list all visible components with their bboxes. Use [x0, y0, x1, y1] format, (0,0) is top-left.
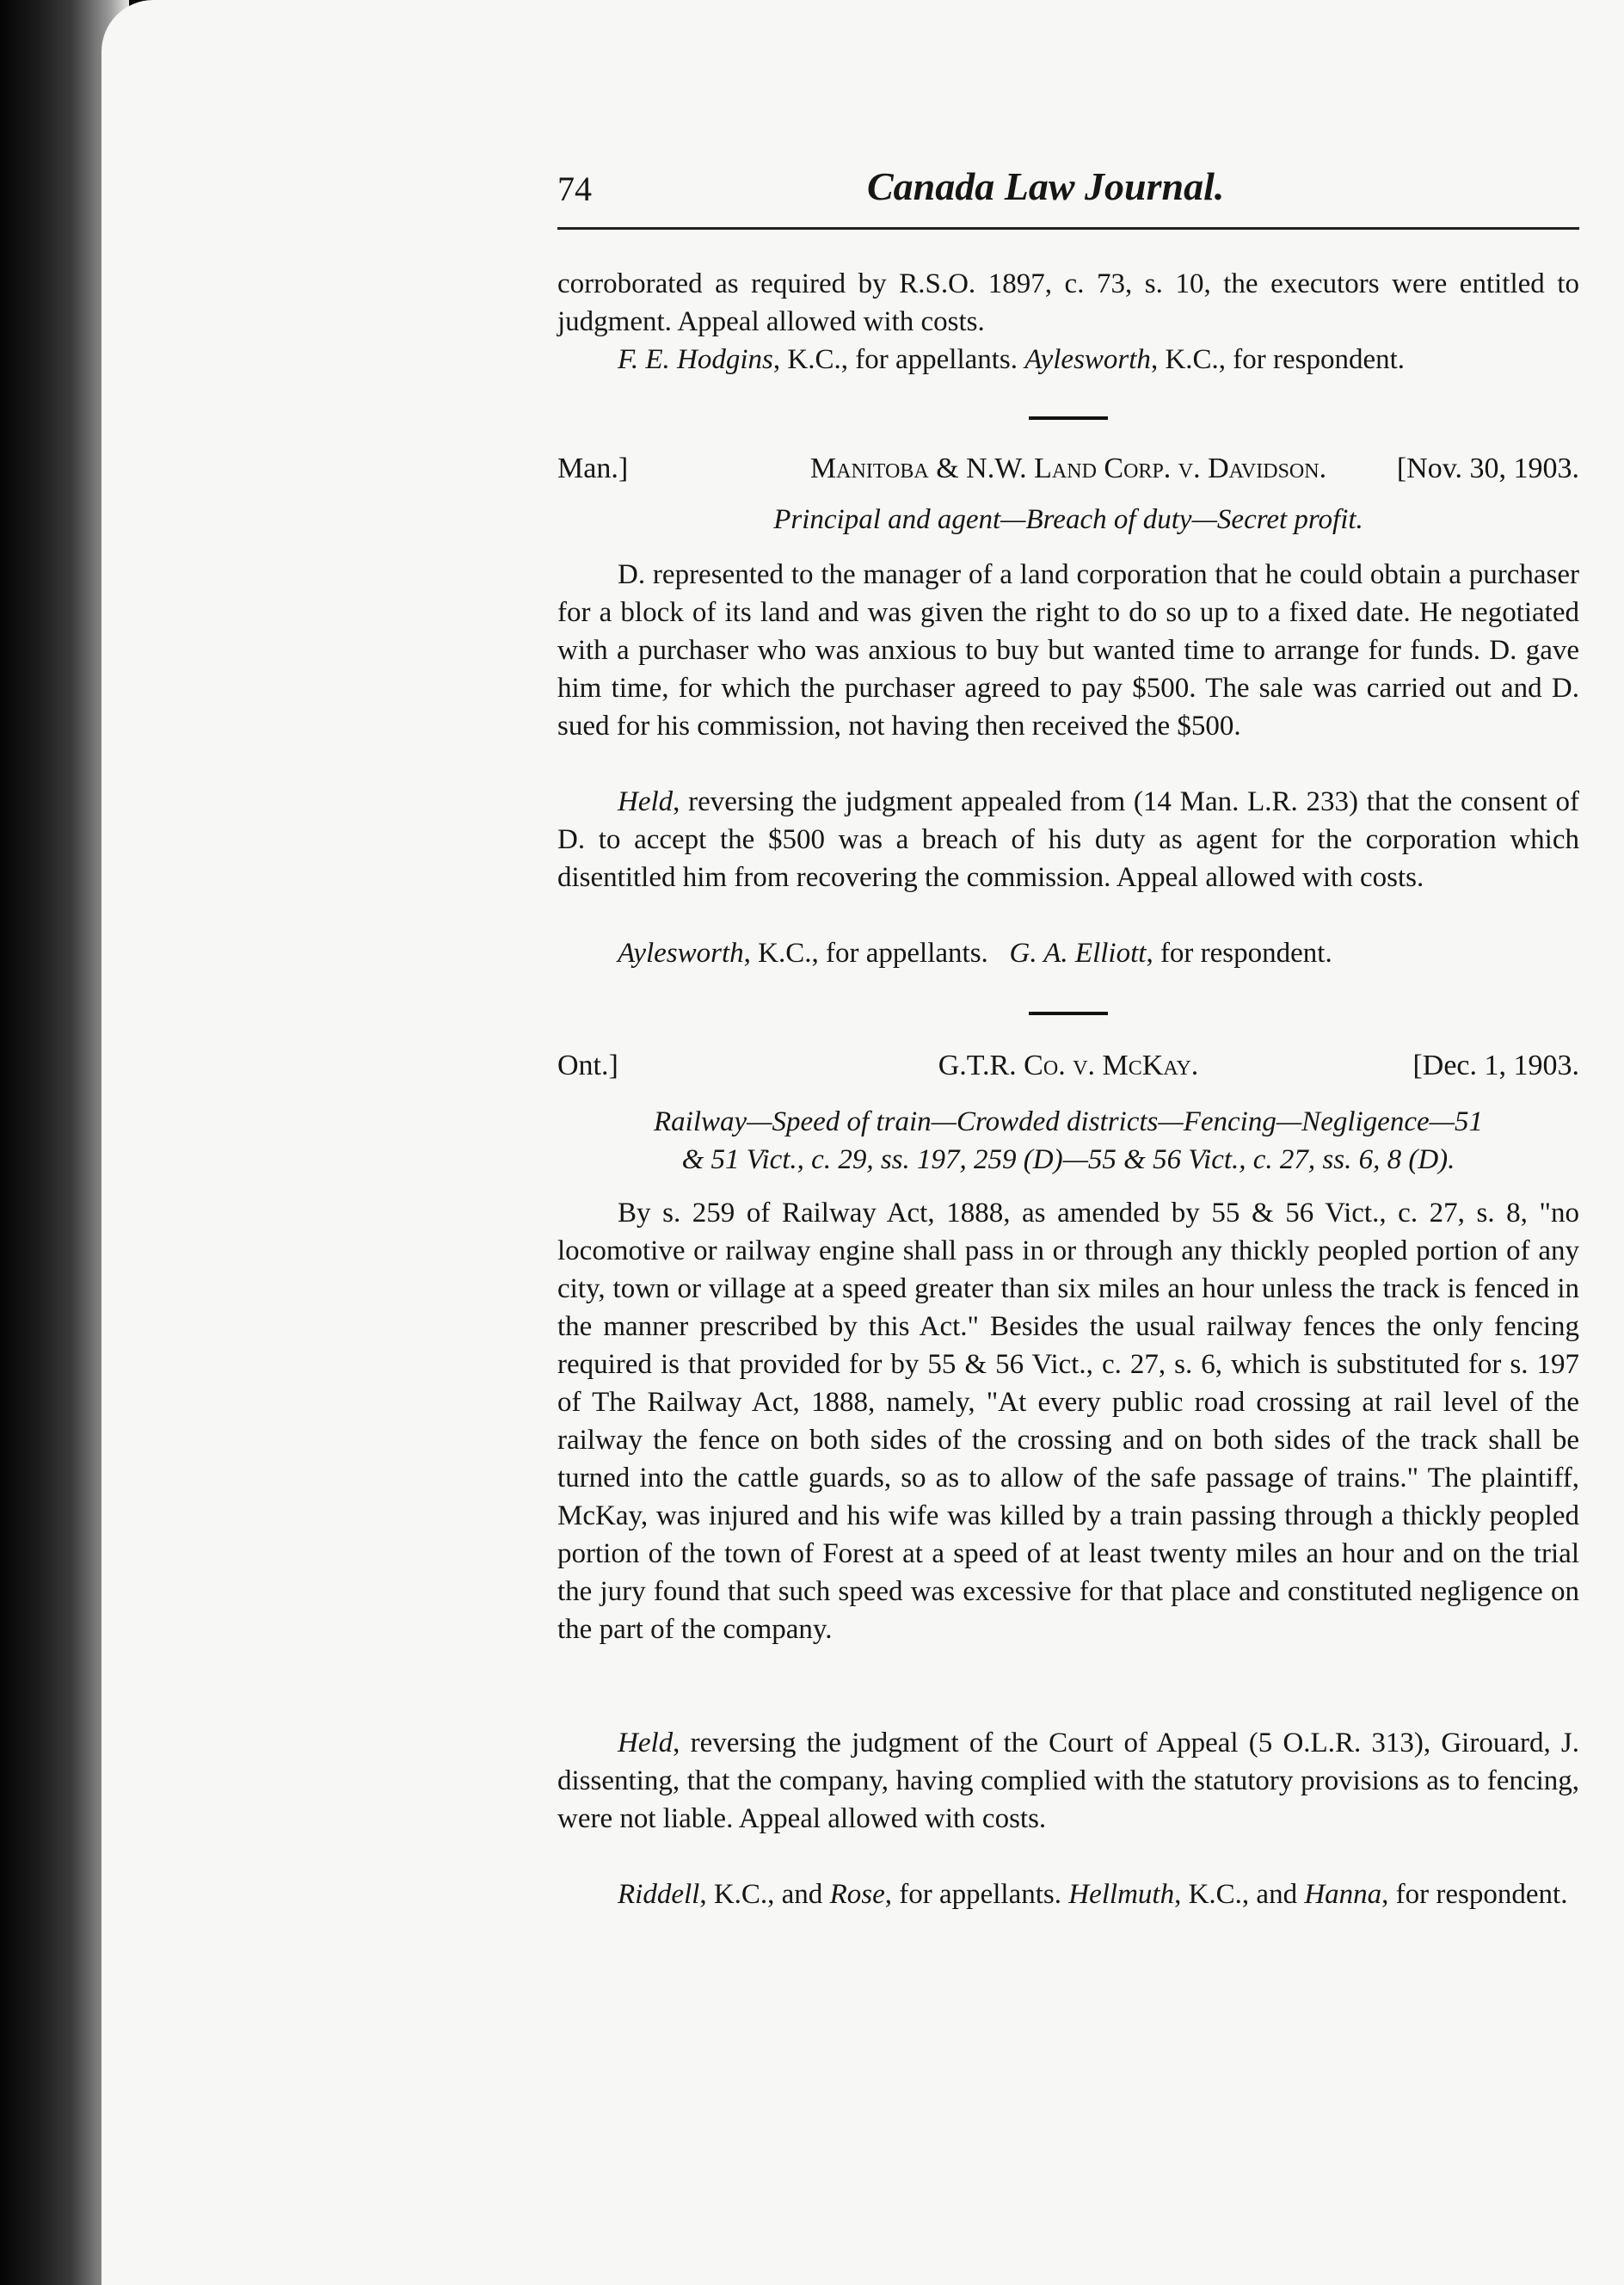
counsel-name: F. E. Hodgins [618, 344, 773, 375]
journal-title: Canada Law Journal. [867, 164, 1225, 208]
court-province: Man.] [557, 453, 629, 484]
case-date: [Dec. 1, 1903. [1412, 1050, 1579, 1081]
case-counsel: Aylesworth, K.C., for appellants. G. A. Elliott, for respondent. [618, 938, 1332, 969]
held-word: Held [618, 1728, 674, 1758]
held-word: Held [618, 786, 674, 817]
header-rule [557, 227, 1579, 230]
counsel-name: Riddell [618, 1879, 700, 1910]
counsel-name: Aylesworth [1024, 344, 1151, 375]
counsel-name: Rose [829, 1879, 885, 1910]
case-subject: Principal and agent—Breach of duty—Secret profit. [773, 504, 1363, 535]
carryover-counsel: F. E. Hodgins, K.C., for appellants. Aylesworth, K.C., for respondent. [618, 344, 1406, 375]
section-separator [1029, 1012, 1108, 1015]
section-separator [1029, 416, 1108, 420]
case-facts: D. represented to the manager of a land corporation that he could obtain a purchaser for a block of its land and was given the right to do so up to a fixed date. He negotiated with a purchaser who was anxious to buy but wanted time to arrange for funds. D. gave him time, for which the purchaser agreed to pay $500. The sale was carried out and D. sued for his commission, not having then received the $500. [557, 559, 1579, 742]
counsel-name: Hellmuth [1068, 1879, 1175, 1910]
case-counsel: Riddell, K.C., and Rose, for appellants. Hellmuth, K.C., and Hanna, for respondent. [618, 1879, 1568, 1910]
case-holding: Held, reversing the judgment of the Court of Appeal (5 O.L.R. 313), Girouard, J. dissenting, that the company, having complied with the statutory provisions as to fencing, were not liable. Appeal allowed with costs. [557, 1728, 1579, 1834]
page-number: 74 [557, 169, 592, 208]
running-head [557, 164, 1579, 224]
case-heading [557, 453, 1579, 494]
case-holding: Held, reversing the judgment appealed from (14 Man. L.R. 233) that the consent of D. to accept the $500 was a breach of his duty as agent for the corporation which disentitled him from recovering the commission. Appeal allowed with costs. [557, 786, 1579, 893]
case-heading [557, 1050, 1579, 1091]
journal-page [102, 0, 1624, 2285]
counsel-name: Aylesworth [618, 938, 744, 969]
case-name: G.T.R. Co. v. McKay. [938, 1050, 1199, 1081]
counsel-name: G. A. Elliott [1009, 938, 1147, 969]
case-name: Manitoba & N.W. Land Corp. v. Davidson. [809, 453, 1327, 484]
court-province: Ont.] [557, 1050, 618, 1081]
case-facts: By s. 259 of Railway Act, 1888, as amended by 55 & 56 Vict., c. 27, s. 8, "no locomotive or railway engine shall pass in or through any thickly peopled portion of any city, town or village at a speed greater than six miles an hour unless the track is fenced in the manner prescribed by this Act." Besides the usual railway fences the only fencing required is that provided for by 55 & 56 Vict., c. 27, s. 6, which is substituted for s. 197 of The Railway Act, 1888, namely, "At every public road crossing at rail level of the railway the fence on both sides of the crossing and on both sides of the track shall be turned into the cattle guards, so as to allow of the safe passage of trains." The plaintiff, McKay, was injured and his wife was killed by a train passing through a thickly peopled portion of the town of Forest at a speed of at least twenty miles an hour and on the trial the jury found that such speed was excessive for that place and constituted negligence on the part of the company. [557, 1198, 1579, 1645]
case-subject: Railway—Speed of train—Crowded districts—Fencing—Negligence—51 & 51 Vict., c. 29, ss. 197, 259 (D)—55 & 56 Vict., c. 27, ss. 6, 8 (D). [654, 1106, 1483, 1175]
counsel-name: Hanna [1304, 1879, 1382, 1910]
carryover-paragraph: corroborated as required by R.S.O. 1897, c. 73, s. 10, the executors were entitled to judgment. Appeal allowed with costs. [557, 268, 1579, 337]
case-date: [Nov. 30, 1903. [1396, 453, 1579, 484]
